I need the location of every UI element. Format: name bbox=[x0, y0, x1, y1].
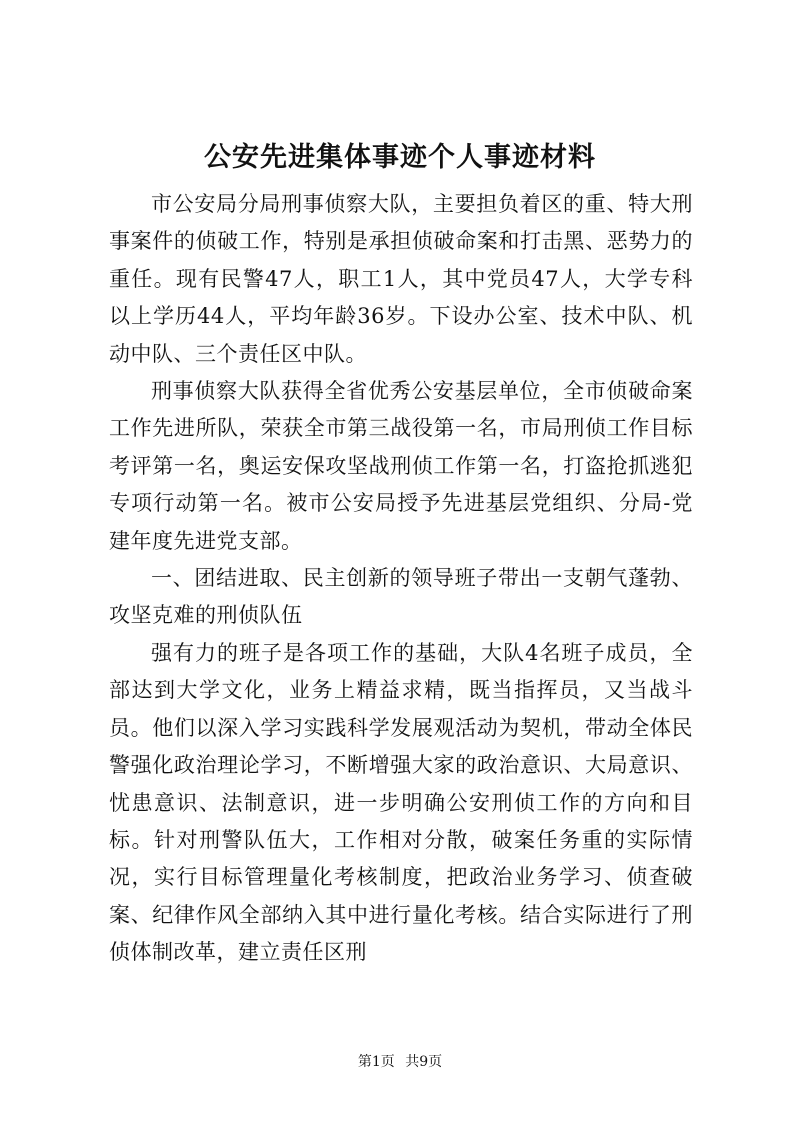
document-body bbox=[109, 186, 693, 972]
paragraph-honors: 刑事侦察大队获得全省优秀公安基层单位，全市侦破命案工作先进所队，荣获全市第三战役第一名，市局刑侦工作目标考评第一名，奥运安保攻坚战刑侦工作第一名，打盗抢抓逃犯专项行动第一名。被市公安局授予先进基层党组织、分局-党建年度先进党支部。 bbox=[109, 379, 693, 553]
document-title: 公安先进集体事迹个人事迹材料 bbox=[204, 142, 596, 173]
page-number: 第1页 bbox=[357, 1054, 395, 1070]
paragraph-intro: 市公安局分局刑事侦察大队，主要担负着区的重、特大刑事案件的侦破工作，特别是承担侦破命案和打击黑、恶势力的重任。现有民警47人，职工1人，其中党员47人，大学专科以上学历44人，平均年龄36岁。下设办公室、技术中队、机动中队、三个责任区中队。 bbox=[109, 192, 693, 366]
page-footer bbox=[0, 1052, 800, 1072]
paragraph-leadership: 强有力的班子是各项工作的基础，大队4名班子成员，全部达到大学文化，业务上精益求精，既当指挥员，又当战斗员。他们以深入学习实践科学发展观活动为契机，带动全体民警强化政治理论学习，不断增强大家的政治意识、大局意识、忧患意识、法制意识，进一步明确公安刑侦工作的方向和目标。针对刑警队伍大，工作相对分散，破案任务重的实际情况，实行目标管理量化考核制度，把政治业务学习、侦查破案、纪律作风全部纳入其中进行量化考核。结合实际进行了刑侦体制改革，建立责任区刑 bbox=[109, 640, 693, 965]
page-total: 共9页 bbox=[405, 1054, 443, 1070]
section-heading-1: 一、团结进取、民主创新的领导班子带出一支朝气蓬勃、攻坚克难的刑侦队伍 bbox=[109, 566, 693, 628]
